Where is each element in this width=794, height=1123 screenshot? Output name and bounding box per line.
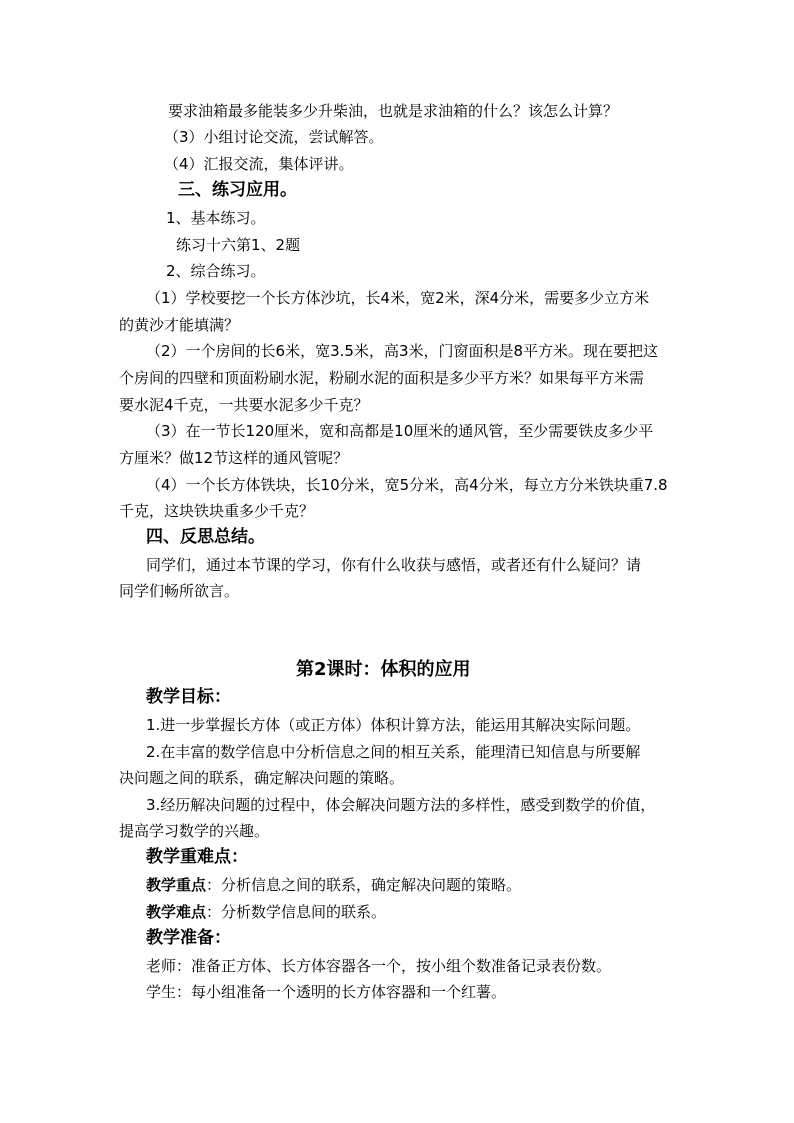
step-4: （4）汇报交流，集体评讲。 <box>164 155 354 173</box>
question-line: 要求油箱最多能装多少升柴油，也就是求油箱的什么？该怎么计算？ <box>168 102 619 120</box>
question-4-line-2: 千克，这块铁块重多少千克？ <box>119 502 315 520</box>
goal-2-line-1: 2.在丰富的数学信息中分析信息之间的相互关系，能理清已知信息与所要解 <box>146 743 641 761</box>
key-point-text: ：分析信息之间的联系，确定解决问题的策略。 <box>206 876 522 894</box>
question-2-line-2: 个房间的四壁和顶面粉刷水泥，粉刷水泥的面积是多少平方米？如果每平方米需 <box>119 369 645 387</box>
key-point-line <box>146 874 521 896</box>
question-1-line-1: （1）学校要挖一个长方体沙坑，长4米，宽2米，深4分米，需要多少立方米 <box>146 289 650 307</box>
question-2-line-3: 要水泥4千克，一共要水泥多少千克？ <box>119 396 369 414</box>
summary-line-1: 同学们，通过本节课的学习，你有什么收获与感悟，或者还有什么疑问？请 <box>146 556 642 574</box>
comprehensive-practice-label: 2、综合练习。 <box>166 262 266 280</box>
question-3-line-1: （3）在一节长120厘米，宽和高都是10厘米的通风管，至少需要铁皮多少平 <box>146 422 654 440</box>
question-2-line-1: （2）一个房间的长6米，宽3.5米，高3米，门窗面积是8平方米。现在要把这 <box>146 342 659 360</box>
basic-practice-label: 1、基本练习。 <box>166 209 266 227</box>
question-1-line-2: 的黄沙才能填满？ <box>119 316 240 334</box>
difficulty-label: 教学难点 <box>146 903 207 921</box>
question-4-line-1: （4）一个长方体铁块，长10分米，宽5分米，高4分米，每立方分米铁块重7.8 <box>146 476 668 494</box>
question-3-line-2: 方厘米？做12节这样的通风管呢？ <box>119 449 349 467</box>
teacher-preparation: 老师：准备正方体、长方体容器各一个，按小组个数准备记录表份数。 <box>146 957 612 975</box>
goal-1: 1.进一步掌握长方体（或正方体）体积计算方法，能运用其解决实际问题。 <box>146 716 641 734</box>
section-4-heading: 四、反思总结。 <box>146 527 265 547</box>
goal-3-line-2: 提高学习数学的兴趣。 <box>119 822 270 840</box>
step-3: （3）小组讨论交流，尝试解答。 <box>164 128 384 146</box>
key-points-heading: 教学重难点： <box>146 847 248 867</box>
difficulty-line <box>146 901 386 923</box>
student-preparation: 学生：每小组准备一个透明的长方体容器和一个红薯。 <box>146 983 507 1001</box>
summary-line-2: 同学们畅所欲言。 <box>119 582 240 600</box>
lesson-title: 第2课时：体积的应用 <box>296 659 471 680</box>
key-point-label: 教学重点 <box>146 876 207 894</box>
section-3-heading: 三、练习应用。 <box>178 180 297 200</box>
goal-3-line-1: 3.经历解决问题的过程中，体会解决问题方法的多样性，感受到数学的价值， <box>146 796 656 814</box>
teaching-goals-heading: 教学目标： <box>146 687 231 707</box>
difficulty-text: ：分析数学信息间的联系。 <box>206 903 387 921</box>
preparation-heading: 教学准备： <box>146 928 231 948</box>
goal-2-line-2: 决问题之间的联系，确定解决问题的策略。 <box>119 769 405 787</box>
basic-practice-content: 练习十六第1、2题 <box>176 236 301 254</box>
